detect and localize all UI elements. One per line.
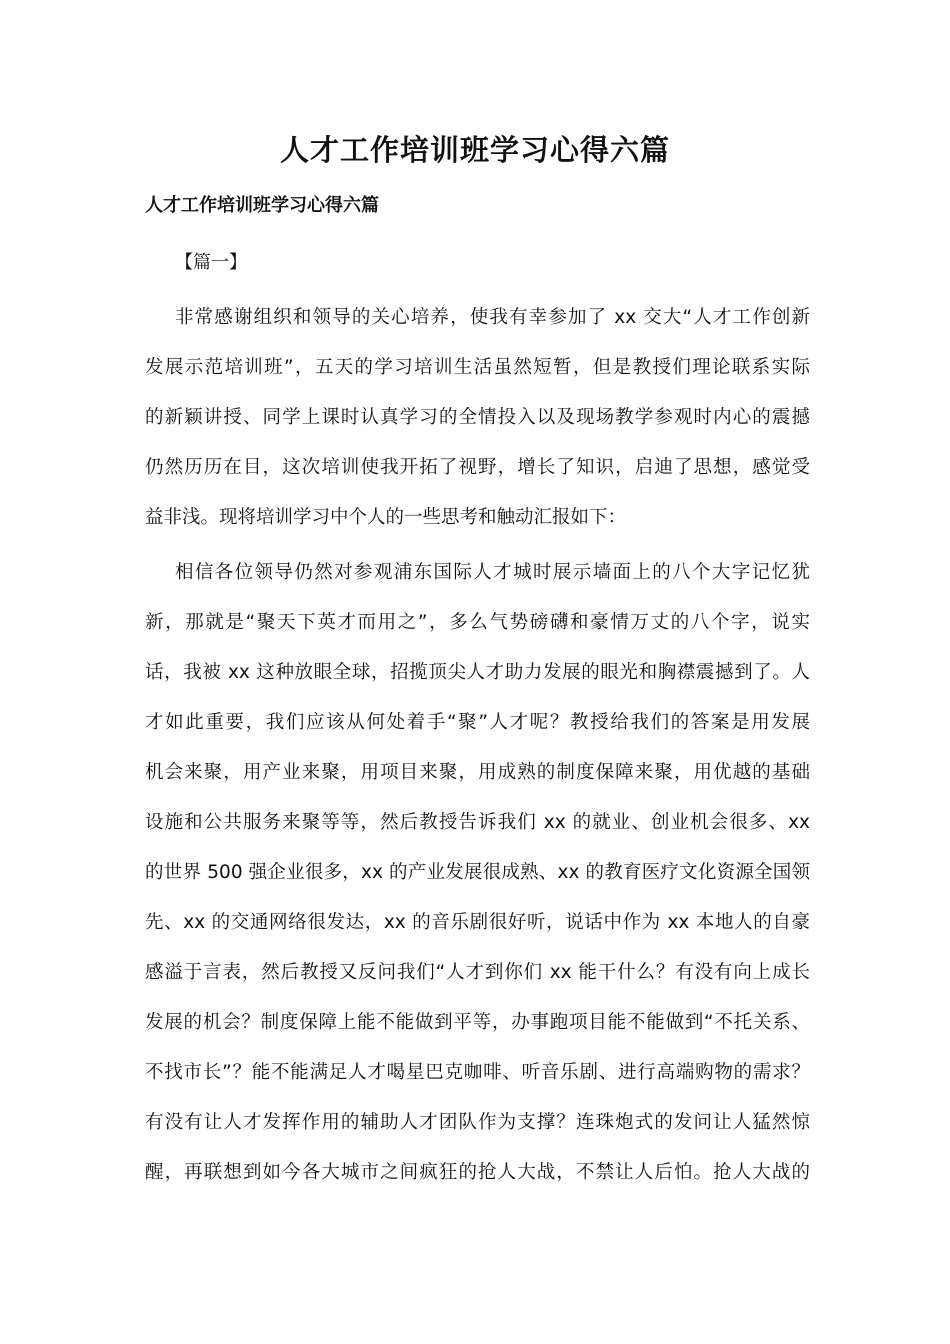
paragraph-2-line: 机会来聚，用产业来聚，用项目来聚，用成熟的制度保障来聚，用优越的基础	[145, 762, 810, 783]
paragraph-2-line: 新，那就是“聚天下英才而用之”，多么气势磅礴和豪情万丈的八个字，说实	[145, 612, 810, 633]
paragraph-1-line: 仍然历历在目，这次培训使我开拓了视野，增长了知识，启迪了思想，感觉受	[145, 457, 810, 478]
paragraph-2-line: 醒，再联想到如今各大城市之间疯狂的抢人大战，不禁让人后怕。抢人大战的	[145, 1162, 810, 1183]
document-subtitle: 人才工作培训班学习心得六篇	[145, 195, 379, 216]
section-label: 【篇一】	[175, 252, 247, 273]
paragraph-2-line: 感溢于言表，然后教授又反问我们“人才到你们 xx 能干什么？有没有向上成长	[145, 962, 810, 983]
paragraph-1-line: 发展示范培训班”，五天的学习培训生活虽然短暂，但是教授们理论联系实际	[145, 357, 810, 378]
paragraph-2-line: 先、xx 的交通网络很发达，xx 的音乐剧很好听，说话中作为 xx 本地人的自豪	[145, 912, 810, 933]
paragraph-2-line: 发展的机会？制度保障上能不能做到平等，办事跑项目能不能做到“不托关系、	[145, 1012, 810, 1033]
paragraph-2-line: 的世界 500 强企业很多，xx 的产业发展很成熟、xx 的教育医疗文化资源全国领	[145, 862, 810, 883]
paragraph-1-line: 的新颖讲授、同学上课时认真学习的全情投入以及现场教学参观时内心的震撼	[145, 407, 810, 428]
paragraph-2-line: 相信各位领导仍然对参观浦东国际人才城时展示墙面上的八个大字记忆犹	[175, 562, 810, 583]
paragraph-1-line: 益非浅。现将培训学习中个人的一些思考和触动汇报如下：	[145, 507, 627, 528]
paragraph-2-line: 不找市长”？能不能满足人才喝星巴克咖啡、听音乐剧、进行高端购物的需求？	[145, 1062, 810, 1083]
paragraph-1-line: 非常感谢组织和领导的关心培养，使我有幸参加了 xx 交大“人才工作创新	[175, 307, 810, 328]
document-title: 人才工作培训班学习心得六篇	[279, 133, 670, 167]
paragraph-2-line: 话，我被 xx 这种放眼全球，招揽顶尖人才助力发展的眼光和胸襟震撼到了。人	[145, 662, 810, 683]
paragraph-2-line: 才如此重要，我们应该从何处着手“聚”人才呢？教授给我们的答案是用发展	[145, 712, 810, 733]
paragraph-2-line: 设施和公共服务来聚等等，然后教授告诉我们 xx 的就业、创业机会很多、xx	[145, 812, 810, 833]
paragraph-2-line: 有没有让人才发挥作用的辅助人才团队作为支撑？连珠炮式的发问让人猛然惊	[145, 1112, 810, 1133]
